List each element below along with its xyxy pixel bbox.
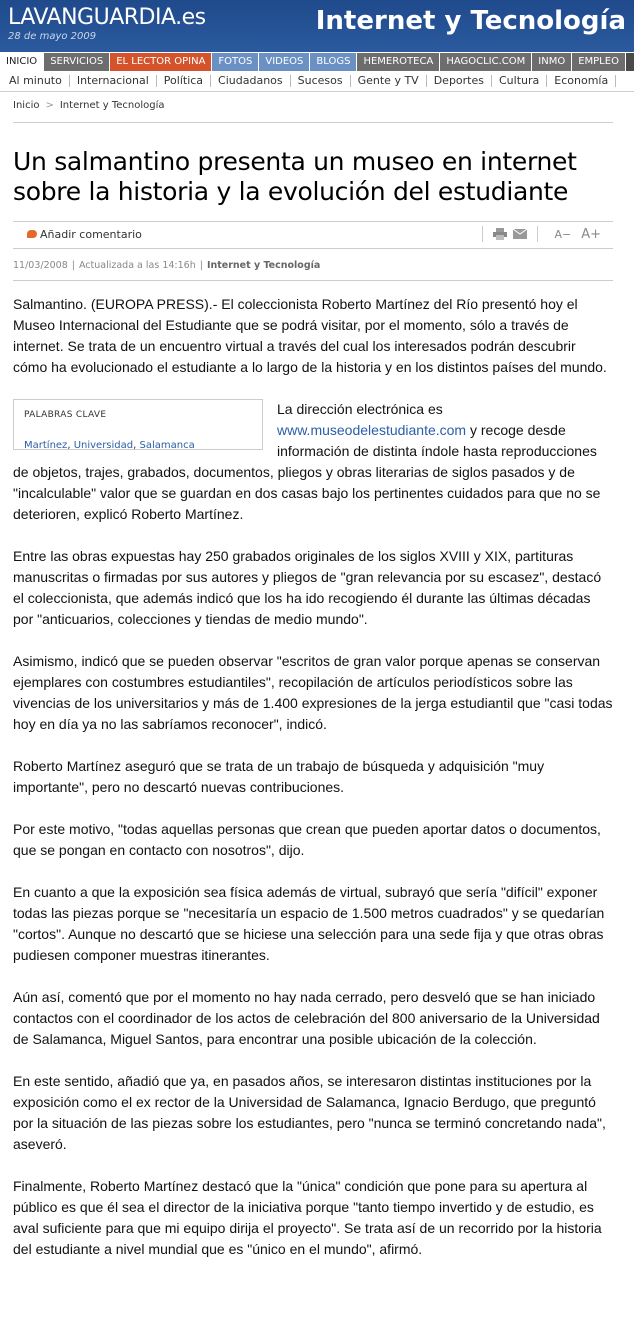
- site-logo[interactable]: [8, 5, 206, 42]
- edition-date: 28 de mayo 2009: [8, 31, 97, 42]
- paragraph: Aún así, comentó que por el momento no hay nada cerrado, pero desveló que se han iniciado contactos con el coordinador de los actos de celebración del 800 aniversario de la Universidad de Salamanca, Miguel Santos, para encontrar una posible ubicación de la colección.: [13, 989, 600, 1047]
- comment-bubble-icon: [27, 230, 37, 238]
- paragraph: Finalmente, Roberto Martínez destacó que la "única" condición que pone para su apertura al público es que él sea el director de la iniciativa porque "tanto tiempo invertido y de estudio, es aval suficiente para que mi equipo dirija el proyecto". Se trata así de un recorrido por la historia del estudiante a nivel mundial que es "único en el mundo", afirmó.: [13, 1178, 602, 1257]
- article-updated: Actualizada a las 14:16h: [78, 260, 196, 271]
- print-icon[interactable]: [493, 228, 507, 240]
- nav-hemeroteca[interactable]: HEMEROTECA: [357, 53, 440, 71]
- nav-el-lector-opina[interactable]: EL LECTOR OPINA: [110, 53, 212, 71]
- breadcrumb-separator: >: [45, 100, 54, 111]
- subnav-ciudadanos[interactable]: Ciudadanos: [211, 75, 291, 87]
- toolbar-divider: [482, 226, 483, 242]
- paragraph: En cuanto a que la exposición sea física además de virtual, subrayó que sería "difícil" exponer todas las piezas porque se "necesitaría un espacio de 1.500 metros cuadrados" y se quedarían "cortos". Aunque no descartó que se hiciese una selección para una sede fija y que otras obras pudiesen componer muestras itinerantes.: [13, 884, 605, 963]
- article-date: 11/03/2008: [13, 260, 68, 271]
- keyword-link[interactable]: Universidad: [73, 440, 134, 451]
- toolbar-divider: [537, 226, 538, 242]
- paragraph: Asimismo, indicó que se pueden observar "escritos de gran valor porque apenas se conservan ejemplares con costumbres estudiantiles", recopilación de artículos periodísticos sobre las vivencias de los universitarios y más de 1.400 expresiones de la jerga estudiantil que "casi todas hoy en día ya no las sabríamos reconocer", indicó.: [13, 653, 613, 732]
- paragraph: En este sentido, añadió que ya, en pasados años, se interesaron distintas instituciones por la exposición como el ex rector de la Universidad de Salamanca, Ignacio Berdugo, que preguntó por la situación de las piezas sobre los estudiantes, pero "nunca se terminó concretando nada", aseveró.: [13, 1073, 606, 1152]
- font-increase-button[interactable]: A+: [581, 226, 601, 242]
- keywords-title: PALABRAS CLAVE: [24, 410, 107, 420]
- keywords-box: [13, 399, 263, 450]
- keyword-separator: ,: [67, 440, 71, 451]
- logo-part-es: .es: [175, 5, 206, 30]
- paragraph-text: La dirección electrónica es: [277, 401, 443, 417]
- keyword-separator: ,: [133, 440, 137, 451]
- logo-part-la: LA: [8, 5, 34, 30]
- subnav-cultura[interactable]: Cultura: [492, 75, 547, 87]
- nav-inicio[interactable]: INICIO: [0, 53, 44, 71]
- breadcrumb-current[interactable]: Internet y Tecnología: [59, 100, 165, 111]
- nav-hagoclic[interactable]: HAGOCLIC.COM: [440, 53, 532, 71]
- nav-servicios[interactable]: SERVICIOS: [44, 53, 110, 71]
- subnav-gente-y-tv[interactable]: Gente y TV: [351, 75, 427, 87]
- sub-nav: [0, 71, 634, 92]
- museum-website-link[interactable]: www.museodelestudiante.com: [277, 422, 467, 438]
- article-section-link[interactable]: Internet y Tecnología: [206, 260, 321, 271]
- nav-inmo[interactable]: INMO: [532, 53, 572, 71]
- paragraph: Roberto Martínez aseguró que se trata de un trabajo de búsqueda y adquisición "muy importante", pero no descartó nuevas contribuciones.: [13, 758, 545, 795]
- nav-fotos[interactable]: FOTOS: [212, 53, 259, 71]
- subnav-deportes[interactable]: Deportes: [427, 75, 492, 87]
- paragraph: [13, 399, 613, 525]
- subnav-al-minuto[interactable]: Al minuto: [2, 75, 70, 87]
- article-title: Un salmantino presenta un museo en internet sobre la historia y la evolución del estudiante: [13, 147, 577, 206]
- paragraph: Entre las obras expuestas hay 250 grabados originales de los siglos XVIII y XIX, partituras manuscritas o firmadas por sus autores y pliegos de "gran relevancia por su escasez", destacó el coleccionista, que además indicó que los ha ido recogiendo él durante las últimas décadas por "anticuarios, colecciones y tiendas de medio mundo".: [13, 548, 602, 627]
- meta-separator: |: [71, 260, 75, 271]
- email-icon[interactable]: [513, 229, 527, 239]
- meta-separator: |: [199, 260, 203, 271]
- keyword-link[interactable]: Salamanca: [139, 440, 195, 451]
- main-nav: [0, 52, 634, 71]
- logo-wordmark: [8, 5, 206, 31]
- article-body: [13, 294, 613, 1260]
- toolbar-actions: [472, 226, 601, 242]
- paragraph-text: y recoge desde información de distinta índole hasta reproducciones de objetos, trajes, grabados, documentos, pliegos y obras literarias de siglos pasados y de "incalculable" valor que se guardan en dos casas bajo los pertinentes cuidados para que no se deterioren, explicó Roberto Martínez.: [13, 422, 601, 522]
- meta-divider: [13, 280, 613, 281]
- paragraph: Por este motivo, "todas aquellas personas que crean que pueden aportar datos o documentos, que se pongan en contacto con nosotros", dijo.: [13, 821, 601, 858]
- breadcrumb-home[interactable]: Inicio: [13, 100, 40, 111]
- paragraph: Salmantino. (EUROPA PRESS).- El coleccionista Roberto Martínez del Río presentó hoy el Museo Internacional del Estudiante que se podrá visitar, por el momento, sólo a través de internet. Se trata de un encuentro virtual a través del cual los interesados podrán descubrir cómo ha evolucionado el estudiante a lo largo de la historia y en los distintos países del mundo.: [13, 296, 607, 375]
- add-comment-label: Añadir comentario: [40, 228, 142, 241]
- keywords-list: [24, 435, 252, 456]
- article-toolbar: [13, 221, 613, 249]
- subnav-sucesos[interactable]: Sucesos: [291, 75, 351, 87]
- nav-empleo[interactable]: EMPLEO: [572, 53, 626, 71]
- subnav-politica[interactable]: Política: [157, 75, 211, 87]
- nav-blogs[interactable]: BLOGS: [310, 53, 357, 71]
- section-title: Internet y Tecnología: [315, 6, 626, 36]
- subnav-economia[interactable]: Economía: [547, 75, 616, 87]
- keyword-link[interactable]: Martínez: [24, 440, 68, 451]
- logo-part-vanguardia: VANGUARDIA: [33, 5, 176, 30]
- add-comment-link[interactable]: [27, 228, 142, 241]
- font-decrease-button[interactable]: A−: [554, 227, 572, 241]
- nav-videos[interactable]: VIDEOS: [259, 53, 310, 71]
- subnav-internacional[interactable]: Internacional: [70, 75, 157, 87]
- masthead: [0, 0, 634, 52]
- article-meta: [13, 249, 613, 280]
- breadcrumb-divider: [13, 122, 613, 123]
- article: [0, 147, 634, 1260]
- breadcrumb: [0, 92, 634, 122]
